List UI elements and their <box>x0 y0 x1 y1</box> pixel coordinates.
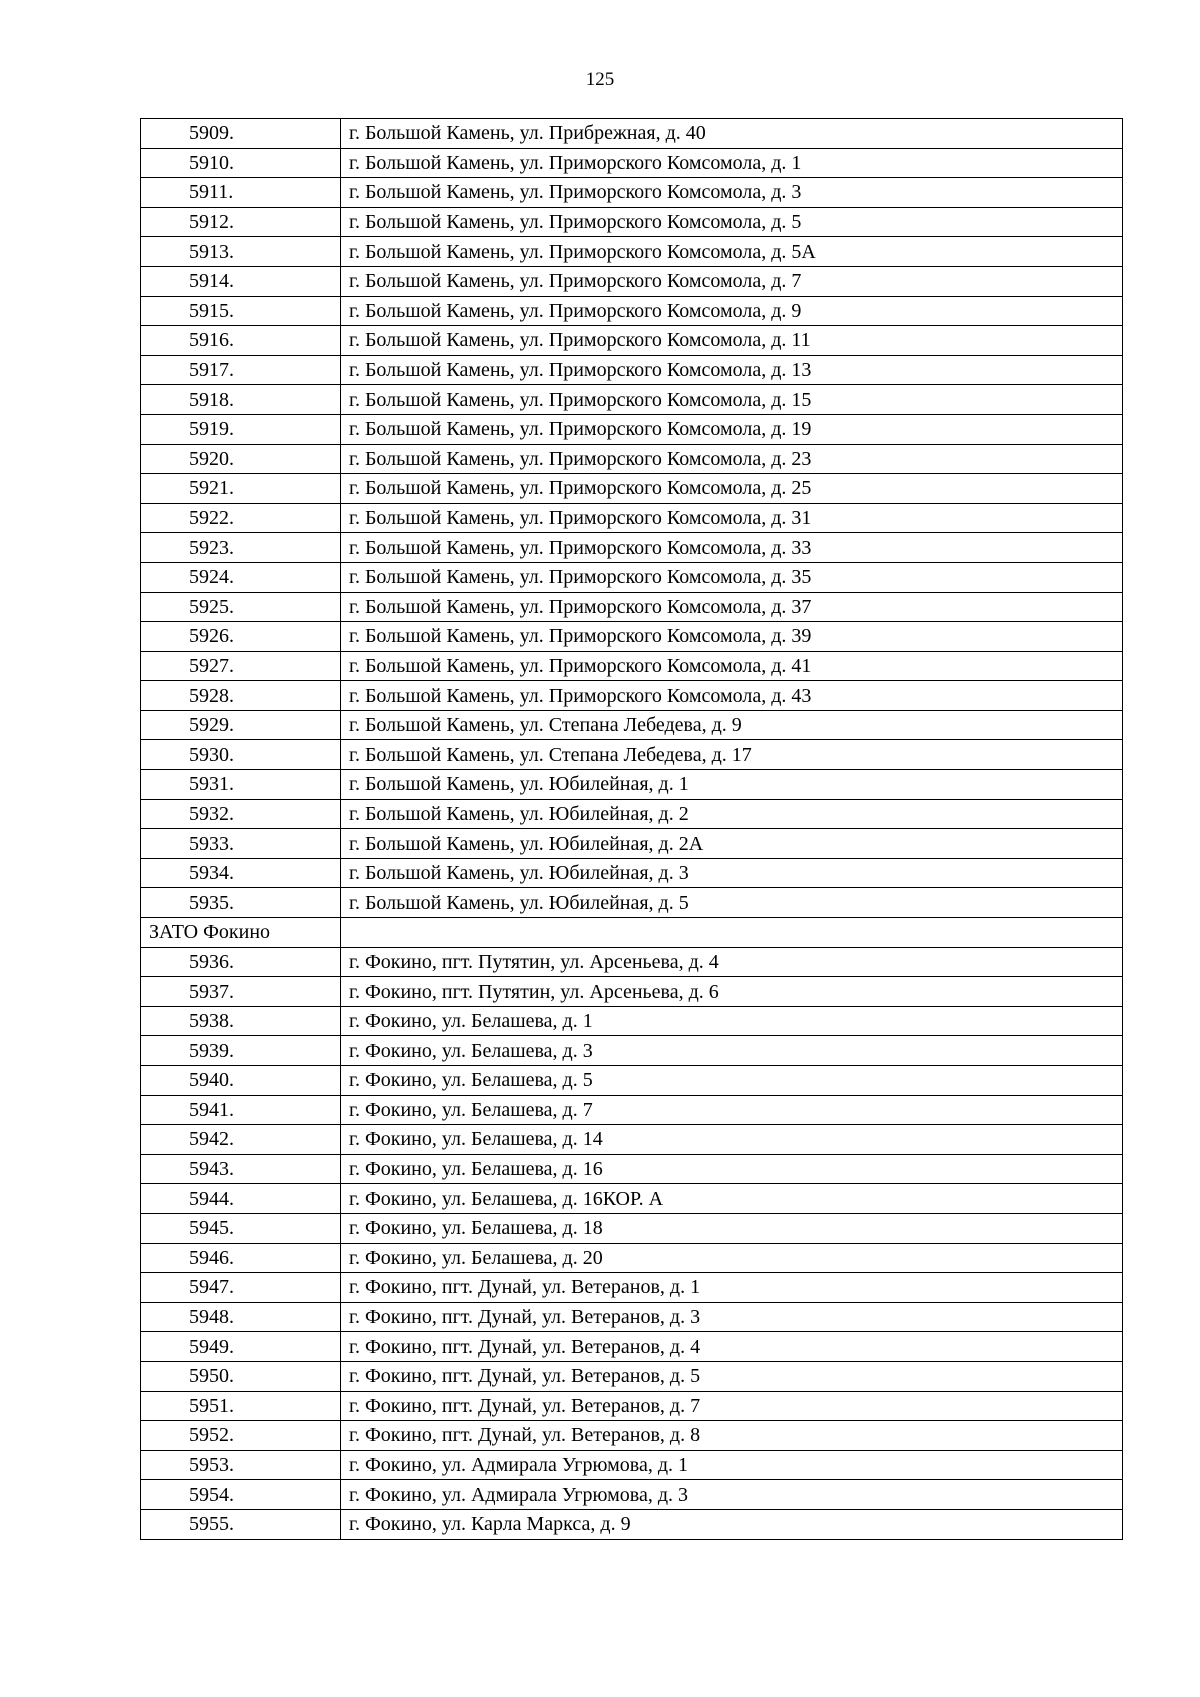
table-row <box>141 1036 1123 1066</box>
table-row <box>141 947 1123 977</box>
row-number-cell: 5931. <box>141 770 341 800</box>
row-number-cell: 5920. <box>141 444 341 474</box>
address-cell: г. Фокино, ул. Белашева, д. 16КОР. А <box>341 1184 1123 1214</box>
table-row <box>141 710 1123 740</box>
address-cell: г. Фокино, пгт. Дунай, ул. Ветеранов, д. 8 <box>341 1421 1123 1451</box>
address-cell: г. Большой Камень, ул. Приморского Комсомола, д. 3 <box>341 178 1123 208</box>
table-row <box>141 1066 1123 1096</box>
row-number-cell: 5932. <box>141 799 341 829</box>
address-cell: г. Фокино, пгт. Дунай, ул. Ветеранов, д. 1 <box>341 1273 1123 1303</box>
row-number-cell: 5950. <box>141 1361 341 1391</box>
address-cell: г. Большой Камень, ул. Приморского Комсомола, д. 19 <box>341 414 1123 444</box>
table-row <box>141 592 1123 622</box>
row-number-cell: 5923. <box>141 533 341 563</box>
row-number-cell: 5934. <box>141 858 341 888</box>
group-name-cell: ЗАТО Фокино <box>141 918 341 948</box>
address-cell: г. Большой Камень, ул. Приморского Комсомола, д. 13 <box>341 355 1123 385</box>
row-number-cell: 5943. <box>141 1154 341 1184</box>
row-number-cell: 5918. <box>141 385 341 415</box>
table-row <box>141 266 1123 296</box>
address-cell: г. Большой Камень, ул. Юбилейная, д. 3 <box>341 858 1123 888</box>
row-number-cell: 5933. <box>141 829 341 859</box>
address-table-body <box>141 119 1123 1540</box>
table-row <box>141 1184 1123 1214</box>
address-cell: г. Большой Камень, ул. Приморского Комсомола, д. 25 <box>341 474 1123 504</box>
table-row <box>141 1450 1123 1480</box>
address-cell: г. Фокино, пгт. Дунай, ул. Ветеранов, д. 7 <box>341 1391 1123 1421</box>
row-number-cell: 5955. <box>141 1509 341 1539</box>
table-row <box>141 829 1123 859</box>
table-row <box>141 207 1123 237</box>
table-row <box>141 1273 1123 1303</box>
table-row <box>141 888 1123 918</box>
address-cell: г. Фокино, ул. Адмирала Угрюмова, д. 3 <box>341 1480 1123 1510</box>
row-number-cell: 5917. <box>141 355 341 385</box>
address-cell: г. Большой Камень, ул. Приморского Комсомола, д. 5А <box>341 237 1123 267</box>
row-number-cell: 5912. <box>141 207 341 237</box>
row-number-cell: 5926. <box>141 622 341 652</box>
row-number-cell: 5941. <box>141 1095 341 1125</box>
address-cell: г. Большой Камень, ул. Юбилейная, д. 1 <box>341 770 1123 800</box>
row-number-cell: 5938. <box>141 1006 341 1036</box>
row-number-cell: 5913. <box>141 237 341 267</box>
row-number-cell: 5911. <box>141 178 341 208</box>
address-cell: г. Фокино, ул. Карла Маркса, д. 9 <box>341 1509 1123 1539</box>
row-number-cell: 5910. <box>141 148 341 178</box>
table-row <box>141 1125 1123 1155</box>
address-cell: г. Большой Камень, ул. Приморского Комсомола, д. 35 <box>341 562 1123 592</box>
row-number-cell: 5945. <box>141 1213 341 1243</box>
table-row <box>141 1361 1123 1391</box>
row-number-cell: 5909. <box>141 119 341 149</box>
address-cell: г. Большой Камень, ул. Степана Лебедева, д. 9 <box>341 710 1123 740</box>
row-number-cell: 5946. <box>141 1243 341 1273</box>
table-row <box>141 503 1123 533</box>
address-cell: г. Фокино, пгт. Путятин, ул. Арсеньева, д. 4 <box>341 947 1123 977</box>
table-row <box>141 562 1123 592</box>
row-number-cell: 5925. <box>141 592 341 622</box>
table-row <box>141 1095 1123 1125</box>
table-row <box>141 651 1123 681</box>
table-row <box>141 474 1123 504</box>
table-row <box>141 385 1123 415</box>
row-number-cell: 5930. <box>141 740 341 770</box>
address-cell: г. Фокино, ул. Белашева, д. 14 <box>341 1125 1123 1155</box>
table-row <box>141 1509 1123 1539</box>
table-row <box>141 444 1123 474</box>
address-cell: г. Большой Камень, ул. Юбилейная, д. 2 <box>341 799 1123 829</box>
address-cell: г. Большой Камень, ул. Юбилейная, д. 2А <box>341 829 1123 859</box>
table-row <box>141 770 1123 800</box>
address-cell: г. Большой Камень, ул. Приморского Комсомола, д. 15 <box>341 385 1123 415</box>
address-cell: г. Фокино, ул. Адмирала Угрюмова, д. 1 <box>341 1450 1123 1480</box>
table-row <box>141 533 1123 563</box>
table-row <box>141 1421 1123 1451</box>
row-number-cell: 5928. <box>141 681 341 711</box>
empty-cell <box>341 918 1123 948</box>
row-number-cell: 5915. <box>141 296 341 326</box>
row-number-cell: 5949. <box>141 1332 341 1362</box>
row-number-cell: 5942. <box>141 1125 341 1155</box>
row-number-cell: 5940. <box>141 1066 341 1096</box>
address-cell: г. Большой Камень, ул. Приморского Комсомола, д. 9 <box>341 296 1123 326</box>
row-number-cell: 5952. <box>141 1421 341 1451</box>
address-cell: г. Большой Камень, ул. Юбилейная, д. 5 <box>341 888 1123 918</box>
row-number-cell: 5936. <box>141 947 341 977</box>
address-cell: г. Фокино, пгт. Дунай, ул. Ветеранов, д. 3 <box>341 1302 1123 1332</box>
address-cell: г. Большой Камень, ул. Приморского Комсомола, д. 7 <box>341 266 1123 296</box>
table-row <box>141 1243 1123 1273</box>
address-cell: г. Большой Камень, ул. Приморского Комсомола, д. 43 <box>341 681 1123 711</box>
table-row <box>141 119 1123 149</box>
address-cell: г. Большой Камень, ул. Приморского Комсомола, д. 31 <box>341 503 1123 533</box>
table-row <box>141 178 1123 208</box>
row-number-cell: 5948. <box>141 1302 341 1332</box>
row-number-cell: 5954. <box>141 1480 341 1510</box>
row-number-cell: 5924. <box>141 562 341 592</box>
address-table <box>140 118 1123 1540</box>
address-cell: г. Фокино, пгт. Дунай, ул. Ветеранов, д. 5 <box>341 1361 1123 1391</box>
address-cell: г. Большой Камень, ул. Приморского Комсомола, д. 33 <box>341 533 1123 563</box>
table-row <box>141 1332 1123 1362</box>
address-cell: г. Большой Камень, ул. Приморского Комсомола, д. 23 <box>341 444 1123 474</box>
row-number-cell: 5929. <box>141 710 341 740</box>
row-number-cell: 5919. <box>141 414 341 444</box>
table-row <box>141 799 1123 829</box>
table-row <box>141 1302 1123 1332</box>
row-number-cell: 5935. <box>141 888 341 918</box>
table-row <box>141 681 1123 711</box>
row-number-cell: 5953. <box>141 1450 341 1480</box>
address-cell: г. Фокино, ул. Белашева, д. 7 <box>341 1095 1123 1125</box>
table-row <box>141 148 1123 178</box>
address-cell: г. Большой Камень, ул. Приморского Комсомола, д. 39 <box>341 622 1123 652</box>
table-row <box>141 1480 1123 1510</box>
row-number-cell: 5951. <box>141 1391 341 1421</box>
table-row <box>141 977 1123 1007</box>
table-row <box>141 858 1123 888</box>
row-number-cell: 5914. <box>141 266 341 296</box>
row-number-cell: 5922. <box>141 503 341 533</box>
address-cell: г. Фокино, ул. Белашева, д. 3 <box>341 1036 1123 1066</box>
page-number: 125 <box>585 69 615 90</box>
table-row <box>141 740 1123 770</box>
table-row <box>141 296 1123 326</box>
table-row <box>141 1006 1123 1036</box>
table-row <box>141 622 1123 652</box>
address-cell: г. Большой Камень, ул. Степана Лебедева, д. 17 <box>341 740 1123 770</box>
table-row <box>141 237 1123 267</box>
row-number-cell: 5921. <box>141 474 341 504</box>
address-cell: г. Фокино, ул. Белашева, д. 16 <box>341 1154 1123 1184</box>
address-cell: г. Большой Камень, ул. Приморского Комсомола, д. 5 <box>341 207 1123 237</box>
address-cell: г. Большой Камень, ул. Приморского Комсомола, д. 41 <box>341 651 1123 681</box>
row-number-cell: 5939. <box>141 1036 341 1066</box>
address-cell: г. Большой Камень, ул. Прибрежная, д. 40 <box>341 119 1123 149</box>
address-cell: г. Фокино, пгт. Дунай, ул. Ветеранов, д. 4 <box>341 1332 1123 1362</box>
address-cell: г. Большой Камень, ул. Приморского Комсомола, д. 1 <box>341 148 1123 178</box>
row-number-cell: 5927. <box>141 651 341 681</box>
row-number-cell: 5937. <box>141 977 341 1007</box>
row-number-cell: 5944. <box>141 1184 341 1214</box>
table-row <box>141 414 1123 444</box>
row-number-cell: 5947. <box>141 1273 341 1303</box>
table-row <box>141 355 1123 385</box>
row-number-cell: 5916. <box>141 326 341 356</box>
address-cell: г. Фокино, ул. Белашева, д. 18 <box>341 1213 1123 1243</box>
address-cell: г. Фокино, ул. Белашева, д. 5 <box>341 1066 1123 1096</box>
address-cell: г. Фокино, ул. Белашева, д. 20 <box>341 1243 1123 1273</box>
address-cell: г. Большой Камень, ул. Приморского Комсомола, д. 37 <box>341 592 1123 622</box>
address-cell: г. Фокино, ул. Белашева, д. 1 <box>341 1006 1123 1036</box>
address-cell: г. Фокино, пгт. Путятин, ул. Арсеньева, д. 6 <box>341 977 1123 1007</box>
table-row <box>141 1154 1123 1184</box>
table-row <box>141 326 1123 356</box>
group-header-row <box>141 918 1123 948</box>
table-row <box>141 1213 1123 1243</box>
table-row <box>141 1391 1123 1421</box>
address-cell: г. Большой Камень, ул. Приморского Комсомола, д. 11 <box>341 326 1123 356</box>
